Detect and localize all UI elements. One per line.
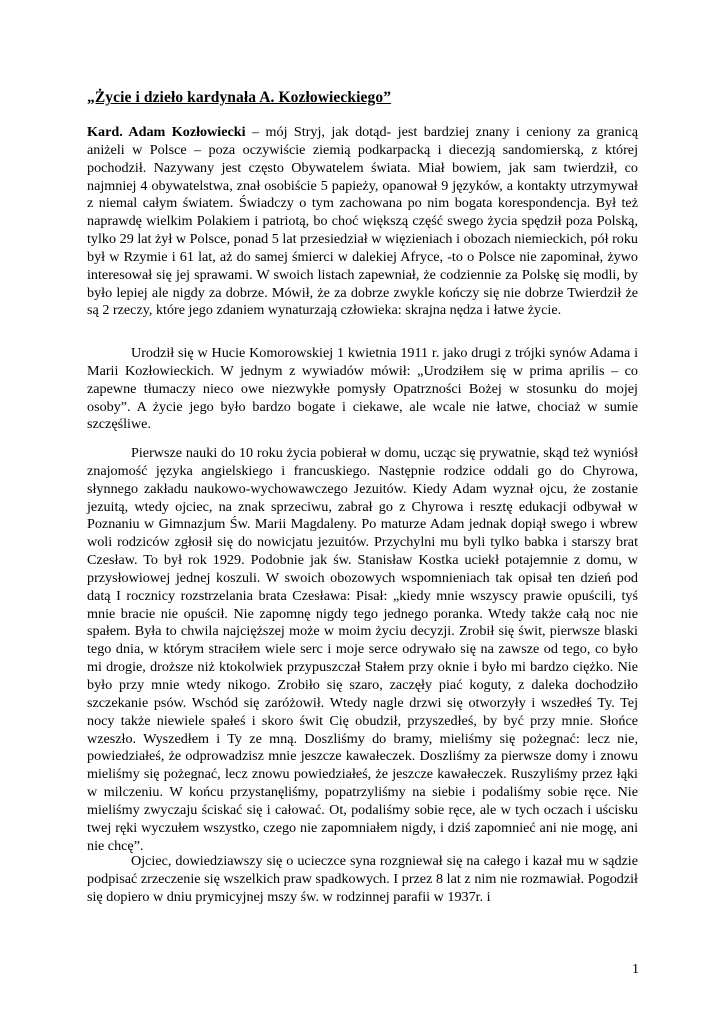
paragraph-2: Urodził się w Hucie Komorowskiej 1 kwietnia 1911 r. jako drugi z trójki synów Adama i Marii Kozłowieckich. W jednym z wywiadów mówił: „Urodziłem się w prima aprilis – co zapewne tłumaczy nieco owe niezwykłe pomysły Opatrzności Bożej w stosunku do mojej osoby”. A życie jego było bardzo bogate i ciekawe, ale wcale nie łatwe, chociaż w sumie szczęśliwe. — [87, 345, 638, 433]
paragraph-4: Ojciec, dowiedziawszy się o ucieczce syna rozgniewał się na całego i kazał mu w sądzie podpisać zrzeczenie się wszelkich praw spadkowych. I przez 8 lat z nim nie rozmawiał. Pogodził się dopiero w dniu prymicyjnej mszy św. w rodzinnej parafii w 1937r. i — [87, 853, 638, 905]
page-number: 1 — [632, 962, 639, 977]
document-title: „Życie i dzieło kardynała A. Kozłowieckiego” — [87, 89, 392, 106]
paragraph-3: Pierwsze nauki do 10 roku życia pobierał w domu, ucząc się prywatnie, skąd też wyniósł znajomość języka angielskiego i francuskiego. Następnie rodzice oddali go do Chyrowa, słynnego zakładu naukowo-wychowawczego Jezuitów. Kiedy Adam wyznał ojcu, że zostanie jezuitą, wtedy ojciec, na znak sprzeciwu, zabrał go z Chyrowa i resztę edukacji odbywał w Poznaniu w Gimnazjum Św. Marii Magdaleny. Po maturze Adam jednak dopiął swego i wbrew woli rodziców zgłosił się do nowicjatu jezuitów. Przychylni mu byli tylko babka i starszy brat Czesław. To był rok 1929. Podobnie jak św. Stanisław Kostka uciekł potajemnie z domu, w przysłowiowej jednej koszuli. W swoich obozowych wspomnieniach tak opisał ten dzień pod datą I rocznicy rozstrzelania brata Czesława: Pisał: „kiedy mnie wszyscy prawie opuścili, tyś mnie bracie nie opuścił. Nie zapomnę nigdy tego jednego poranka. Wtedy także całą noc nie spałem. Była to chwila najcięższej może w moim życiu decyzji. Zrobił się świt, pierwsze blaski tego dnia, w którym straciłem wiele serc i moje serce odrywało się na zawsze od tego, co było mi drogie, droższe niż ktokolwiek przypuszczał Stałem przy oknie i było mi bardzo ciężko. Nie było przy mnie wtedy nikogo. Zrobiło się szaro, zaczęły piać koguty, z daleka dochodziło szczekanie psów. Wschód się zaróżowił. Wtedy nagle drzwi się otworzyły i wszedłeś Ty. Tej nocy także niewiele spałeś i skoro świt Cię obudził, przyszedłeś, by być przy mnie. Słońce wzeszło. Wyszedłem i Ty ze mną. Doszliśmy do bramy, mieliśmy się pożegnać: lecz nie, powiedziałeś, że odprowadzisz mnie jeszcze kawałeczek. Doszliśmy za pierwsze domy i znowu mieliśmy się pożegnać, lecz znowu powiedziałeś, że jeszcze kawałeczek. Ruszyliśmy przez łąki w milczeniu. W końcu przystanęliśmy, popatrzyliśmy na siebie i podaliśmy sobie ręce. Nie mieliśmy zwyczaju ściskać się i całować. Ot, podaliśmy sobie ręce, ale w tych oczach i uścisku twej ręki wyczułem wszystko, czego nie zapomniałem nigdy, i dziś zapomnieć ani nie mogę, ani nie chcę”. — [87, 445, 638, 854]
paragraph-1-text: – mój Stryj, jak dotąd- jest bardziej znany i ceniony za granicą aniżeli w Polsce – poza oczywiście ziemią podkarpacką i diecezją sandomierską, z której pochodził. Nazywany jest często Obywatelem świata. Miał bowiem, jak sam twierdził, co najmniej 4 obywatelstwa, znał osobiście 5 papieży, opanował 9 języków, a kontakty utrzymywał z niemal całym światem. Świadczy o tym zachowana po nim bogata korespondencja. Był też naprawdę wielkim Polakiem i patriotą, bo choć większą część swego życia spędził poza Polską, tylko 29 lat żył w Polsce, ponad 5 lat przesiedział w więzieniach i obozach niemieckich, pół roku był w Rzymie i 61 lat, aż do samej śmierci w dalekiej Afryce, -to o Polsce nie zapominał, żywo interesował się jej sprawami. W swoich listach zapewniał, że codziennie za Polskę się modli, by było lepiej ale nigdy za dobrze. Mówił, że za dobrze zwykle kończy się nie dobrze Twierdził że są 2 rzeczy, które jego zdaniem wynaturzają człowieka: skrajna nędza i łatwe życie. — [87, 124, 638, 319]
paragraph-1 — [87, 124, 638, 320]
paragraph-1-lead: Kard. Adam Kozłowiecki — [87, 124, 246, 140]
